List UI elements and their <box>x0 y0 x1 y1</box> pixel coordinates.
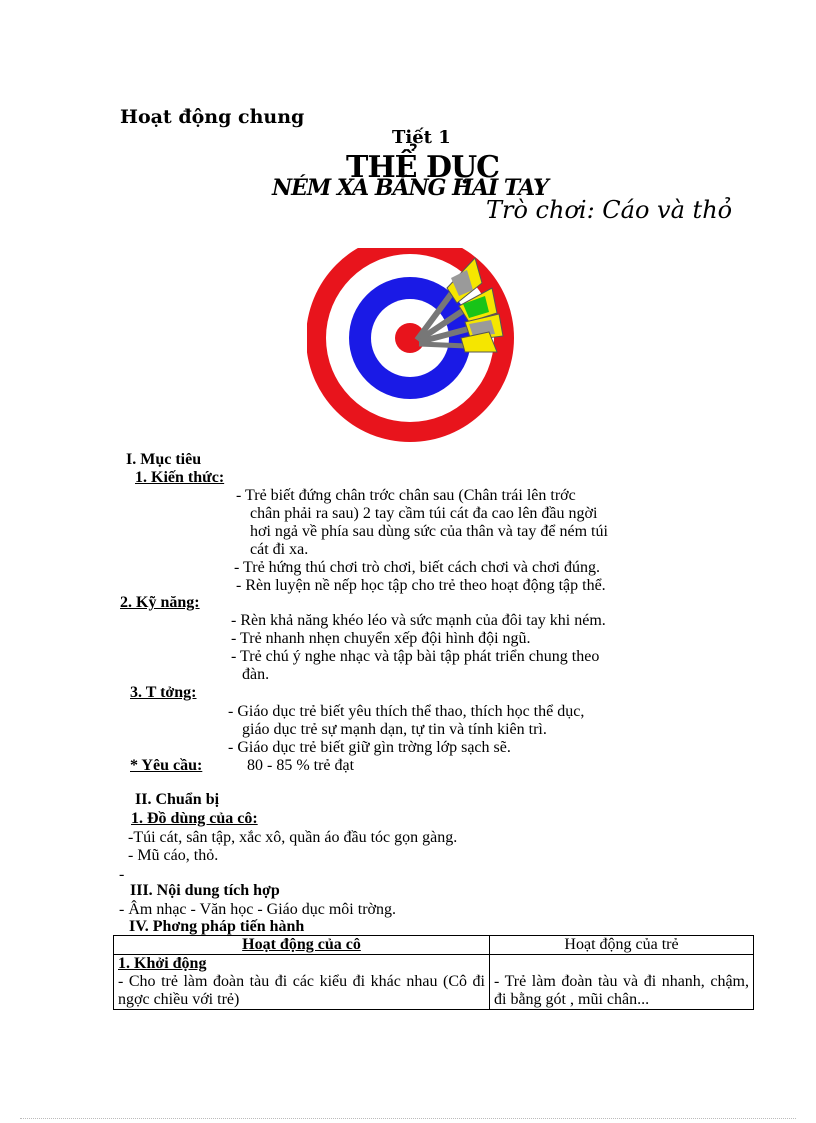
knowledge-line: - Trẻ hứng thú chơi trò chơi, biết cách chơi và chơi đúng. <box>234 559 600 576</box>
preparation-title: II. Chuẩn bị <box>135 791 220 808</box>
table-header-row <box>114 936 754 955</box>
skills-title: 2. Kỹ năng: <box>120 594 200 611</box>
knowledge-line: - Rèn luyện nề nếp học tập cho trẻ theo hoạt động tập thể. <box>236 577 606 594</box>
activity-title: NÉM XA BẰNG HAI TAY <box>272 175 548 201</box>
knowledge-line: cát đi xa. <box>250 541 309 558</box>
subject-title: THỂ DỤC <box>346 150 500 185</box>
child-activity-text: - Trẻ làm đoàn tàu và đi nhanh, chậm, đi bằng gót , mũi chân... <box>494 973 749 1008</box>
attitude-line: - Giáo dục trẻ biết giữ gìn trờng lớp sạch sẽ. <box>228 739 511 756</box>
skills-line: - Trẻ nhanh nhẹn chuyển xếp đội hình đội ngũ. <box>231 630 531 647</box>
skills-line: - Trẻ chú ý nghe nhạc và tập bài tập phát triển chung theo <box>231 648 600 665</box>
knowledge-line: hơi ngả về phía sau dùng sức của thân và tay để ném túi <box>250 523 608 540</box>
teacher-activity-text: - Cho trẻ làm đoàn tàu đi các kiểu đi khác nhau (Cô đi ngợc chiều với trẻ) <box>118 973 485 1008</box>
materials-line: -Túi cát, sân tập, xắc xô, quần áo đầu tóc gọn gàng. <box>128 829 458 846</box>
page-bottom-divider <box>20 1118 796 1119</box>
attitude-title: 3. T tởng: <box>130 684 197 701</box>
column-header-teacher: Hoạt động của cô <box>114 936 490 955</box>
attitude-line: giáo dục trẻ sự mạnh dạn, tự tin và tính kiên trì. <box>242 721 547 738</box>
knowledge-line: - Trẻ biết đứng chân trớc chân sau (Chân trái lên trớc <box>236 487 576 504</box>
column-header-child: Hoạt động của trẻ <box>490 936 754 955</box>
child-cell <box>490 955 754 1010</box>
warmup-title: 1. Khởi động <box>118 955 207 972</box>
knowledge-title: 1. Kiến thức: <box>135 469 225 486</box>
table-row <box>114 955 754 1010</box>
integration-title: III. Nội dung tích hợp <box>130 882 280 899</box>
lesson-number: Tiết 1 <box>392 127 451 148</box>
objectives-title: I. Mục tiêu <box>126 451 202 468</box>
knowledge-line: chân phải ra sau) 2 tay cầm túi cát đa cao lên đầu ngời <box>250 505 598 522</box>
page-heading: Hoạt động chung <box>120 106 305 128</box>
game-title: Trò chơi: Cáo và thỏ <box>486 196 733 224</box>
skills-line: - Rèn khả năng khéo léo và sức mạnh của đôi tay khi ném. <box>231 612 606 629</box>
materials-line: - Mũ cáo, thỏ. <box>128 847 219 864</box>
requirement-value: 80 - 85 % trẻ đạt <box>247 757 355 774</box>
stray-dash: - <box>119 866 125 883</box>
activity-table <box>113 935 754 1010</box>
method-title: IV. Phơng pháp tiến hành <box>129 918 305 935</box>
skills-line: đàn. <box>242 666 270 683</box>
materials-title: 1. Đồ dùng của cô: <box>131 810 258 827</box>
dartboard-image <box>307 248 521 448</box>
teacher-cell <box>114 955 490 1010</box>
integration-line: - Âm nhạc - Văn học - Giáo dục môi trờng. <box>119 901 396 918</box>
requirement-title: * Yêu cầu: <box>130 757 203 774</box>
attitude-line: - Giáo dục trẻ biết yêu thích thể thao, thích học thể dục, <box>228 703 585 720</box>
